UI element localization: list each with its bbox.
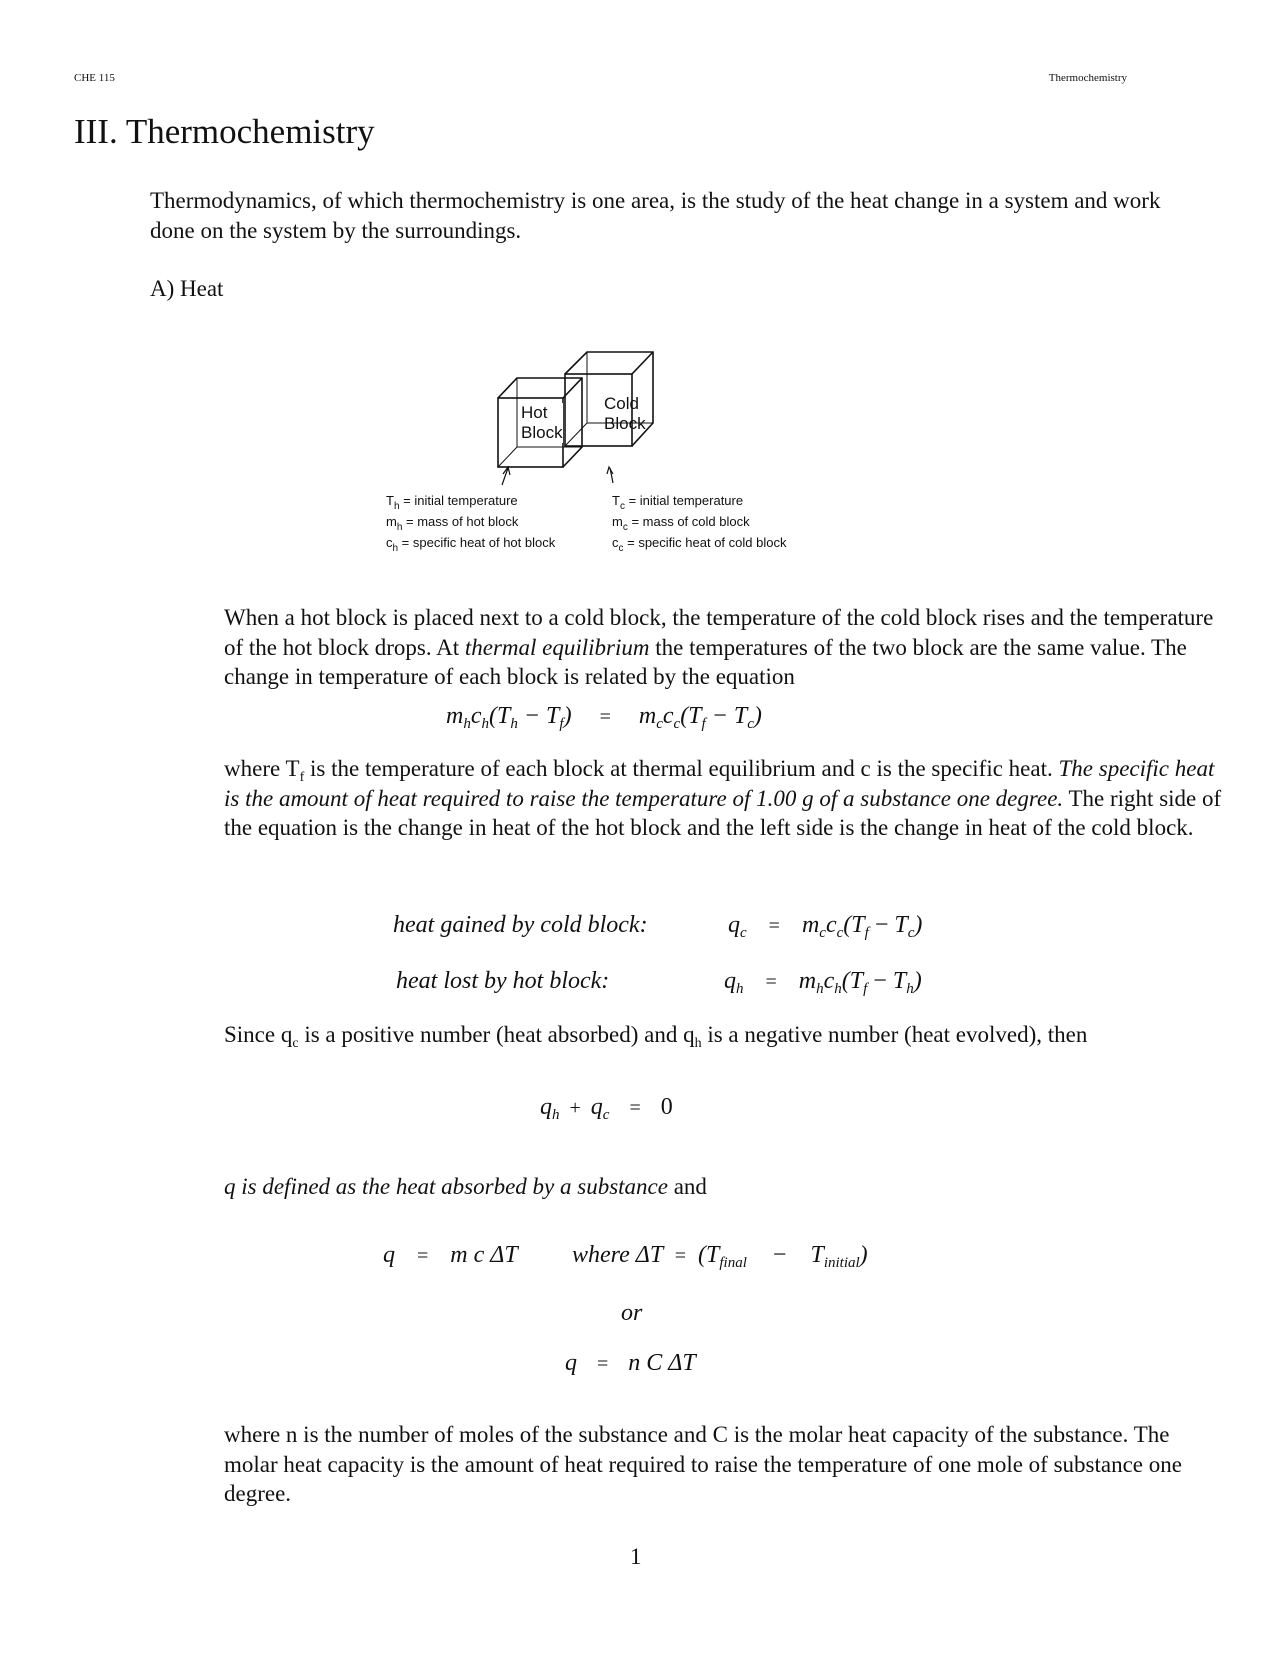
equation-heat-lost: $q_h = m_hc_h(T_f - T_h)$: [724, 968, 922, 997]
page-number: 1: [630, 1544, 642, 1569]
heat-lost-label: heat lost by hot block:: [396, 968, 610, 994]
cold-legend-heat: $c_c$ = specific heat of cold block: [612, 535, 787, 554]
equation-balance: $m_hc_h(T_h - T_f) = m_cc_c(T_f - T_c)$: [446, 703, 762, 732]
header-topic: Thermochemistry: [1048, 72, 1127, 84]
page-title: III. Thermochemistry: [74, 112, 375, 151]
intro-paragraph: Thermodynamics, of which thermochemistry is one area, is the study of the heat change in a system and work done on the system by the surroundings.: [150, 188, 1161, 243]
equation-q-mass: q = m c ΔT: [383, 1242, 518, 1268]
equation-q-moles: q = n C ΔT: [565, 1350, 696, 1376]
or-text: or: [621, 1300, 643, 1326]
paragraph-since: Since $q_c$ is a positive number (heat absorbed) and $q_h$ is a negative number (heat evolved), then: [224, 1022, 1088, 1051]
equation-heat-gained: $q_c = m_cc_c(T_f - T_c)$: [728, 912, 923, 941]
blocks-diagram: [380, 350, 820, 570]
hot-legend-heat: $c_h$ = specific heat of hot block: [386, 535, 556, 554]
cold-legend-mass: $m_c$ = mass of cold block: [612, 514, 750, 533]
paragraph-equilibrium: When a hot block is placed next to a cold block, the temperature of the cold block rises and the temperature of the hot block drops. At thermal equilibrium the temperatures of the two block are the same value. The change in temperature of each block is related by the equation: [224, 605, 1214, 689]
equation-delta-t: where $\Delta T = (T_{final} - T_{initial})$: [572, 1242, 868, 1271]
cold-block-label: [604, 394, 646, 434]
cold-label-line1: Cold: [604, 394, 639, 413]
cold-label-line2: Block: [604, 414, 646, 433]
hot-label-line2: Block: [521, 423, 563, 442]
heat-gained-label: heat gained by cold block:: [393, 912, 648, 938]
cold-legend-temp: $T_c$ = initial temperature: [612, 493, 744, 512]
q-definition: q is defined as the heat absorbed by a substance and: [224, 1174, 707, 1199]
section-heading: A) Heat: [150, 276, 224, 301]
paragraph-specific-heat: where $T_f$ is the temperature of each block at thermal equilibrium and c is the specific heat. The specific heat is the amount of heat required to raise the temperature of 1.00 g of a substance one degree. The right side of the equation is the change in heat of the hot block and the left side is the change in heat of the cold block.: [224, 756, 1222, 840]
hot-legend-mass: $m_h$ = mass of hot block: [386, 514, 519, 533]
hot-legend-temp: $T_h$ = initial temperature: [386, 493, 518, 512]
paragraph-molar-heat: where n is the number of moles of the substance and C is the molar heat capacity of the substance. The molar heat capacity is the amount of heat required to raise the temperature of one mole of substance one degree.: [224, 1422, 1182, 1506]
hot-block-label: [521, 403, 563, 443]
hot-label-line1: Hot: [521, 403, 548, 422]
header-course: CHE 115: [74, 72, 115, 84]
equation-sum-zero: $q_h + q_c = 0$: [540, 1094, 673, 1123]
